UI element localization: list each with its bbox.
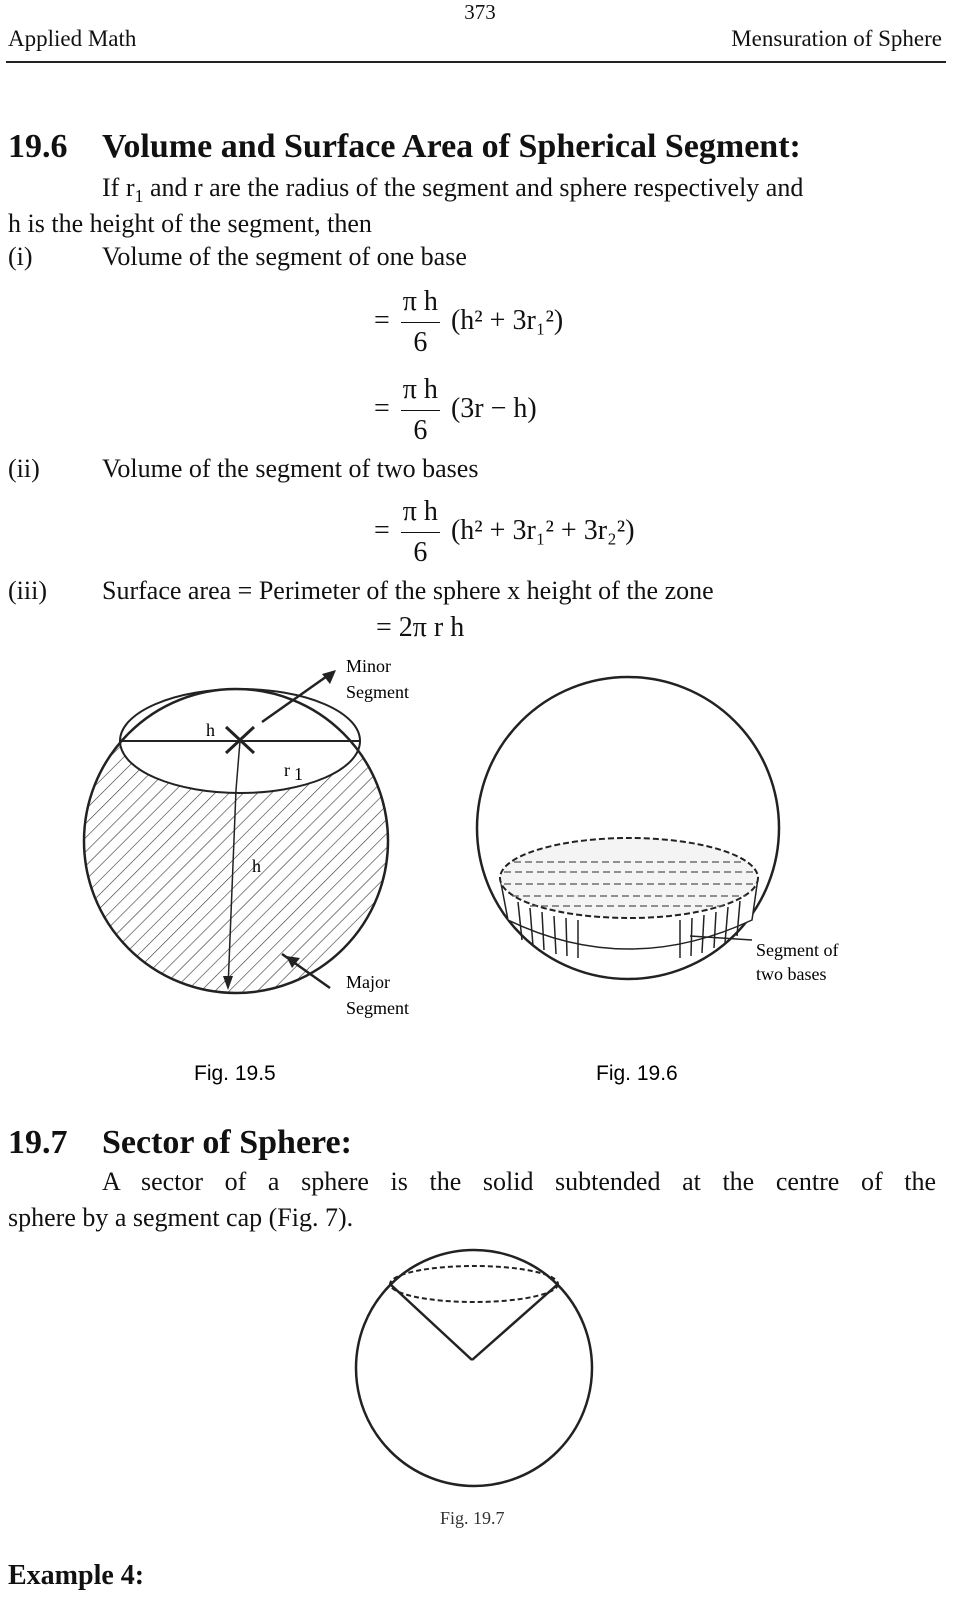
formula-two-bases [374,492,635,573]
fig-19-6-caption: Fig. 19.6 [596,1062,678,1085]
header-right: Mensuration of Sphere [731,26,942,51]
formula-expression: (3r − h) [450,392,537,424]
fraction-denominator: 6 [413,327,428,358]
fig-19-7-caption: Fig. 19.7 [440,1508,505,1528]
intro-text-a: If r [102,173,135,202]
header-left: Applied Math [8,26,137,51]
fraction-numerator: π h [401,492,440,533]
fig-19-5-h-long-label: h [252,856,261,876]
equals-sign: = [374,514,390,546]
item-label-iii: (iii) [8,576,47,605]
sector-line-2: sphere by a segment cap (Fig. 7). [8,1203,354,1232]
item-label-i: (i) [8,242,33,271]
fraction-numerator: π h [401,282,440,323]
page-number: 373 [464,0,496,24]
intro-text-b: and r are the radius of the segment and sphere respectively and [143,173,804,202]
fig-19-5-major-label-1: Major [346,972,390,992]
fig-19-6-label-2: two bases [756,964,827,984]
fig-19-5-caption: Fig. 19.5 [194,1062,276,1085]
figures-19-5-19-6 [0,640,960,1090]
equals-sign: = [374,304,390,336]
fraction-numerator: π h [401,370,440,411]
fraction-denominator: 6 [413,415,428,446]
fraction [401,282,440,363]
sector-line-1: A sector of a sphere is the solid subtended at the centre of the [102,1167,936,1196]
item-text-iii: Surface area = Perimeter of the sphere x height of the zone [102,576,714,605]
section-19-6-heading [8,128,801,166]
section-number: 19.6 [8,128,68,165]
fraction [401,492,440,573]
section-title: Volume and Surface Area of Spherical Segment: [102,128,801,165]
fraction-denominator: 6 [413,537,428,568]
fig-19-6-label-1: Segment of [756,940,839,960]
fig-19-5-r1-label: r [284,760,290,780]
fig-19-5-h-label: h [206,720,215,740]
formula-expression: (h² + 3r₁²) [450,304,564,336]
item-text-ii: Volume of the segment of two bases [102,454,479,483]
formula-surface-area: = 2π r h [376,612,465,643]
example-heading: Example 4: [8,1560,145,1591]
fig-19-5-minor-label-2: Segment [346,682,409,702]
section-19-7-heading [8,1124,352,1162]
item-label-ii: (ii) [8,454,40,483]
formula-one-base-2 [374,370,537,451]
intro-line-2: h is the height of the segment, then [8,209,372,238]
fig-19-7-sector [340,1244,620,1544]
fig-19-5-r1-sub: 1 [294,764,303,784]
header-rule [6,61,946,63]
fig-19-6-sphere [477,677,779,979]
fig-19-5-minor-label-1: Minor [346,656,391,676]
equals-sign: = [374,392,390,424]
fig-19-5-major-label-2: Segment [346,998,409,1018]
section-number: 19.7 [8,1124,68,1161]
intro-subscript: 1 [134,186,144,207]
item-text-i: Volume of the segment of one base [102,242,467,271]
fraction [401,370,440,451]
formula-expression: (h² + 3r₁² + 3r₂²) [450,514,635,546]
formula-one-base-1 [374,282,563,363]
section-title: Sector of Sphere: [102,1124,352,1161]
fig-19-5-sphere [84,670,388,993]
